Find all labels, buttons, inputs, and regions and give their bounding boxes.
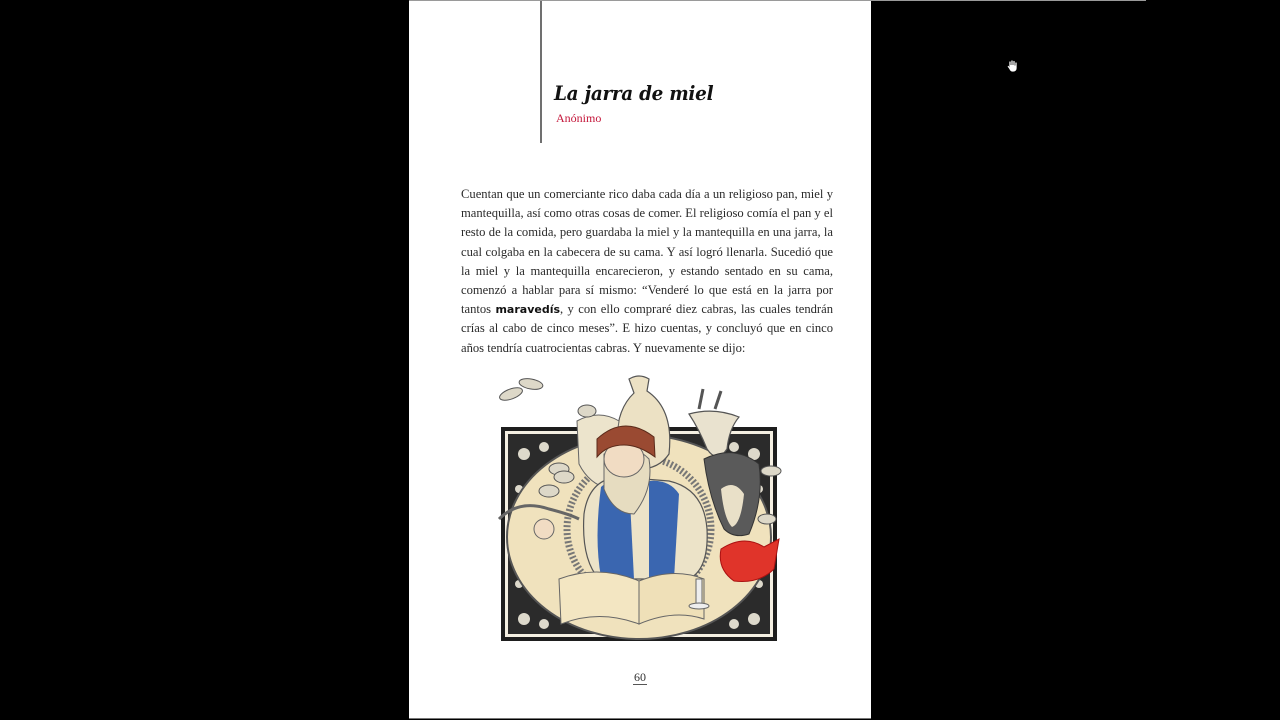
title-vertical-rule: [540, 1, 542, 143]
paragraph-text-end: , y con ello compraré diez cabras, las cuales tendrán crías al cabo de cinco meses”. E hizo cuentas, y concluyó que en cinco años tendría cuatrocientas cabras. Y nuevamente se dijo:: [461, 302, 833, 355]
hand-cursor-icon: [1006, 59, 1020, 73]
paragraph-text-start: Cuentan que un comerciante rico daba cada día a un religioso pan, miel y mantequilla, así como otras cosas de comer. El religioso comía el pan y el resto de la comida, pero guardaba la miel y la mantequilla en una jarra, la cual colgaba en la cabecera de su cama. Y así logró llenarla. Sucedió que la miel y la mantequilla encarecieron, y estando sentado en su cama, comenzó a hablar para sí mismo: “Venderé lo que está en la jarra por tantos: [461, 187, 833, 317]
bold-term: maravedís: [495, 303, 561, 317]
story-title: La jarra de miel: [554, 81, 714, 105]
story-author: Anónimo: [556, 111, 602, 125]
page-number: 60: [634, 670, 646, 684]
document-page[interactable]: [409, 1, 871, 719]
story-paragraph: [461, 185, 833, 358]
woodcut-illustration: [489, 369, 789, 647]
